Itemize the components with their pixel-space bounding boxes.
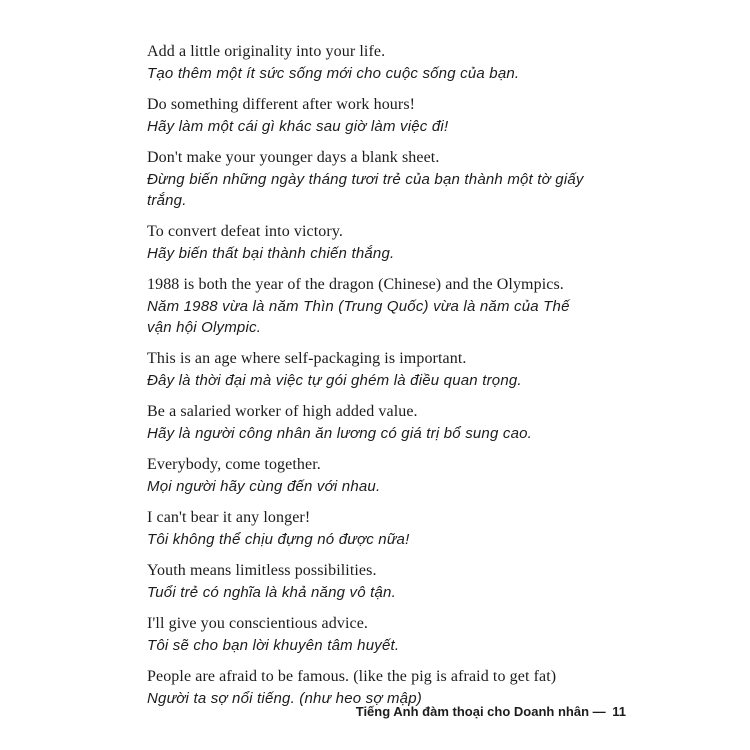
phrase-entry [147, 41, 647, 84]
vietnamese-translation [147, 243, 647, 264]
book-title: Tiếng Anh đàm thoại cho Doanh nhân — [355, 704, 606, 719]
vietnamese-translation [147, 582, 647, 603]
english-sentence: I'll give you conscientious advice. [147, 615, 368, 632]
vietnamese-translation [147, 529, 647, 550]
translation-line: Tôi sẽ cho bạn lời khuyên tâm huyết. [147, 637, 400, 654]
english-sentence: 1988 is both the year of the dragon (Chinese) and the Olympics. [147, 276, 564, 293]
translation-line: Người ta sợ nổi tiếng. (như heo sợ mập) [147, 690, 422, 707]
vietnamese-translation [147, 169, 647, 211]
phrase-entry [147, 274, 647, 338]
vietnamese-translation [147, 370, 647, 391]
phrase-entry [147, 613, 647, 656]
vietnamese-translation [147, 635, 647, 656]
translation-line: Hãy làm một cái gì khác sau giờ làm việc đi! [147, 118, 449, 135]
phrase-entry [147, 560, 647, 603]
vietnamese-translation [147, 423, 647, 444]
translation-line: trắng. [147, 192, 187, 209]
english-sentence: Be a salaried worker of high added value. [147, 403, 418, 420]
english-sentence: Do something different after work hours! [147, 96, 416, 113]
english-sentence: This is an age where self-packaging is important. [147, 350, 467, 367]
english-sentence: I can't bear it any longer! [147, 509, 311, 526]
page-footer [356, 704, 626, 719]
english-sentence: Youth means limitless possibilities. [147, 562, 377, 579]
phrase-entry [147, 147, 647, 211]
vietnamese-translation [147, 116, 647, 137]
translation-line: vận hội Olympic. [147, 319, 262, 336]
english-sentence: Don't make your younger days a blank sheet. [147, 149, 440, 166]
translation-line: Tuổi trẻ có nghĩa là khả năng vô tận. [147, 584, 396, 601]
phrase-entry [147, 401, 647, 444]
translation-line: Tôi không thể chịu đựng nó được nữa! [147, 531, 410, 548]
phrase-entry [147, 348, 647, 391]
translation-line: Tạo thêm một ít sức sống mới cho cuộc sống của bạn. [147, 65, 520, 82]
english-sentence: To convert defeat into victory. [147, 223, 343, 240]
phrase-entry [147, 221, 647, 264]
phrase-entry [147, 507, 647, 550]
phrase-entry [147, 454, 647, 497]
translation-line: Đây là thời đại mà việc tự gói ghém là điều quan trọng. [147, 372, 522, 389]
translation-line: Đừng biến những ngày tháng tươi trẻ của bạn thành một tờ giấy [147, 171, 584, 188]
english-sentence: Everybody, come together. [147, 456, 321, 473]
vietnamese-translation [147, 296, 647, 338]
translation-line: Năm 1988 vừa là năm Thìn (Trung Quốc) vừa là năm của Thế [147, 298, 570, 315]
translation-line: Mọi người hãy cùng đến với nhau. [147, 478, 381, 495]
english-sentence: People are afraid to be famous. (like the pig is afraid to get fat) [147, 668, 557, 685]
phrase-entry [147, 666, 647, 709]
translation-line: Hãy là người công nhân ăn lương có giá trị bổ sung cao. [147, 425, 533, 442]
vietnamese-translation [147, 476, 647, 497]
phrase-entry [147, 94, 647, 137]
phrase-list [147, 41, 647, 719]
vietnamese-translation [147, 63, 647, 84]
translation-line: Hãy biến thất bại thành chiến thắng. [147, 245, 395, 262]
page-number: 11 [612, 704, 626, 719]
english-sentence: Add a little originality into your life. [147, 43, 386, 60]
